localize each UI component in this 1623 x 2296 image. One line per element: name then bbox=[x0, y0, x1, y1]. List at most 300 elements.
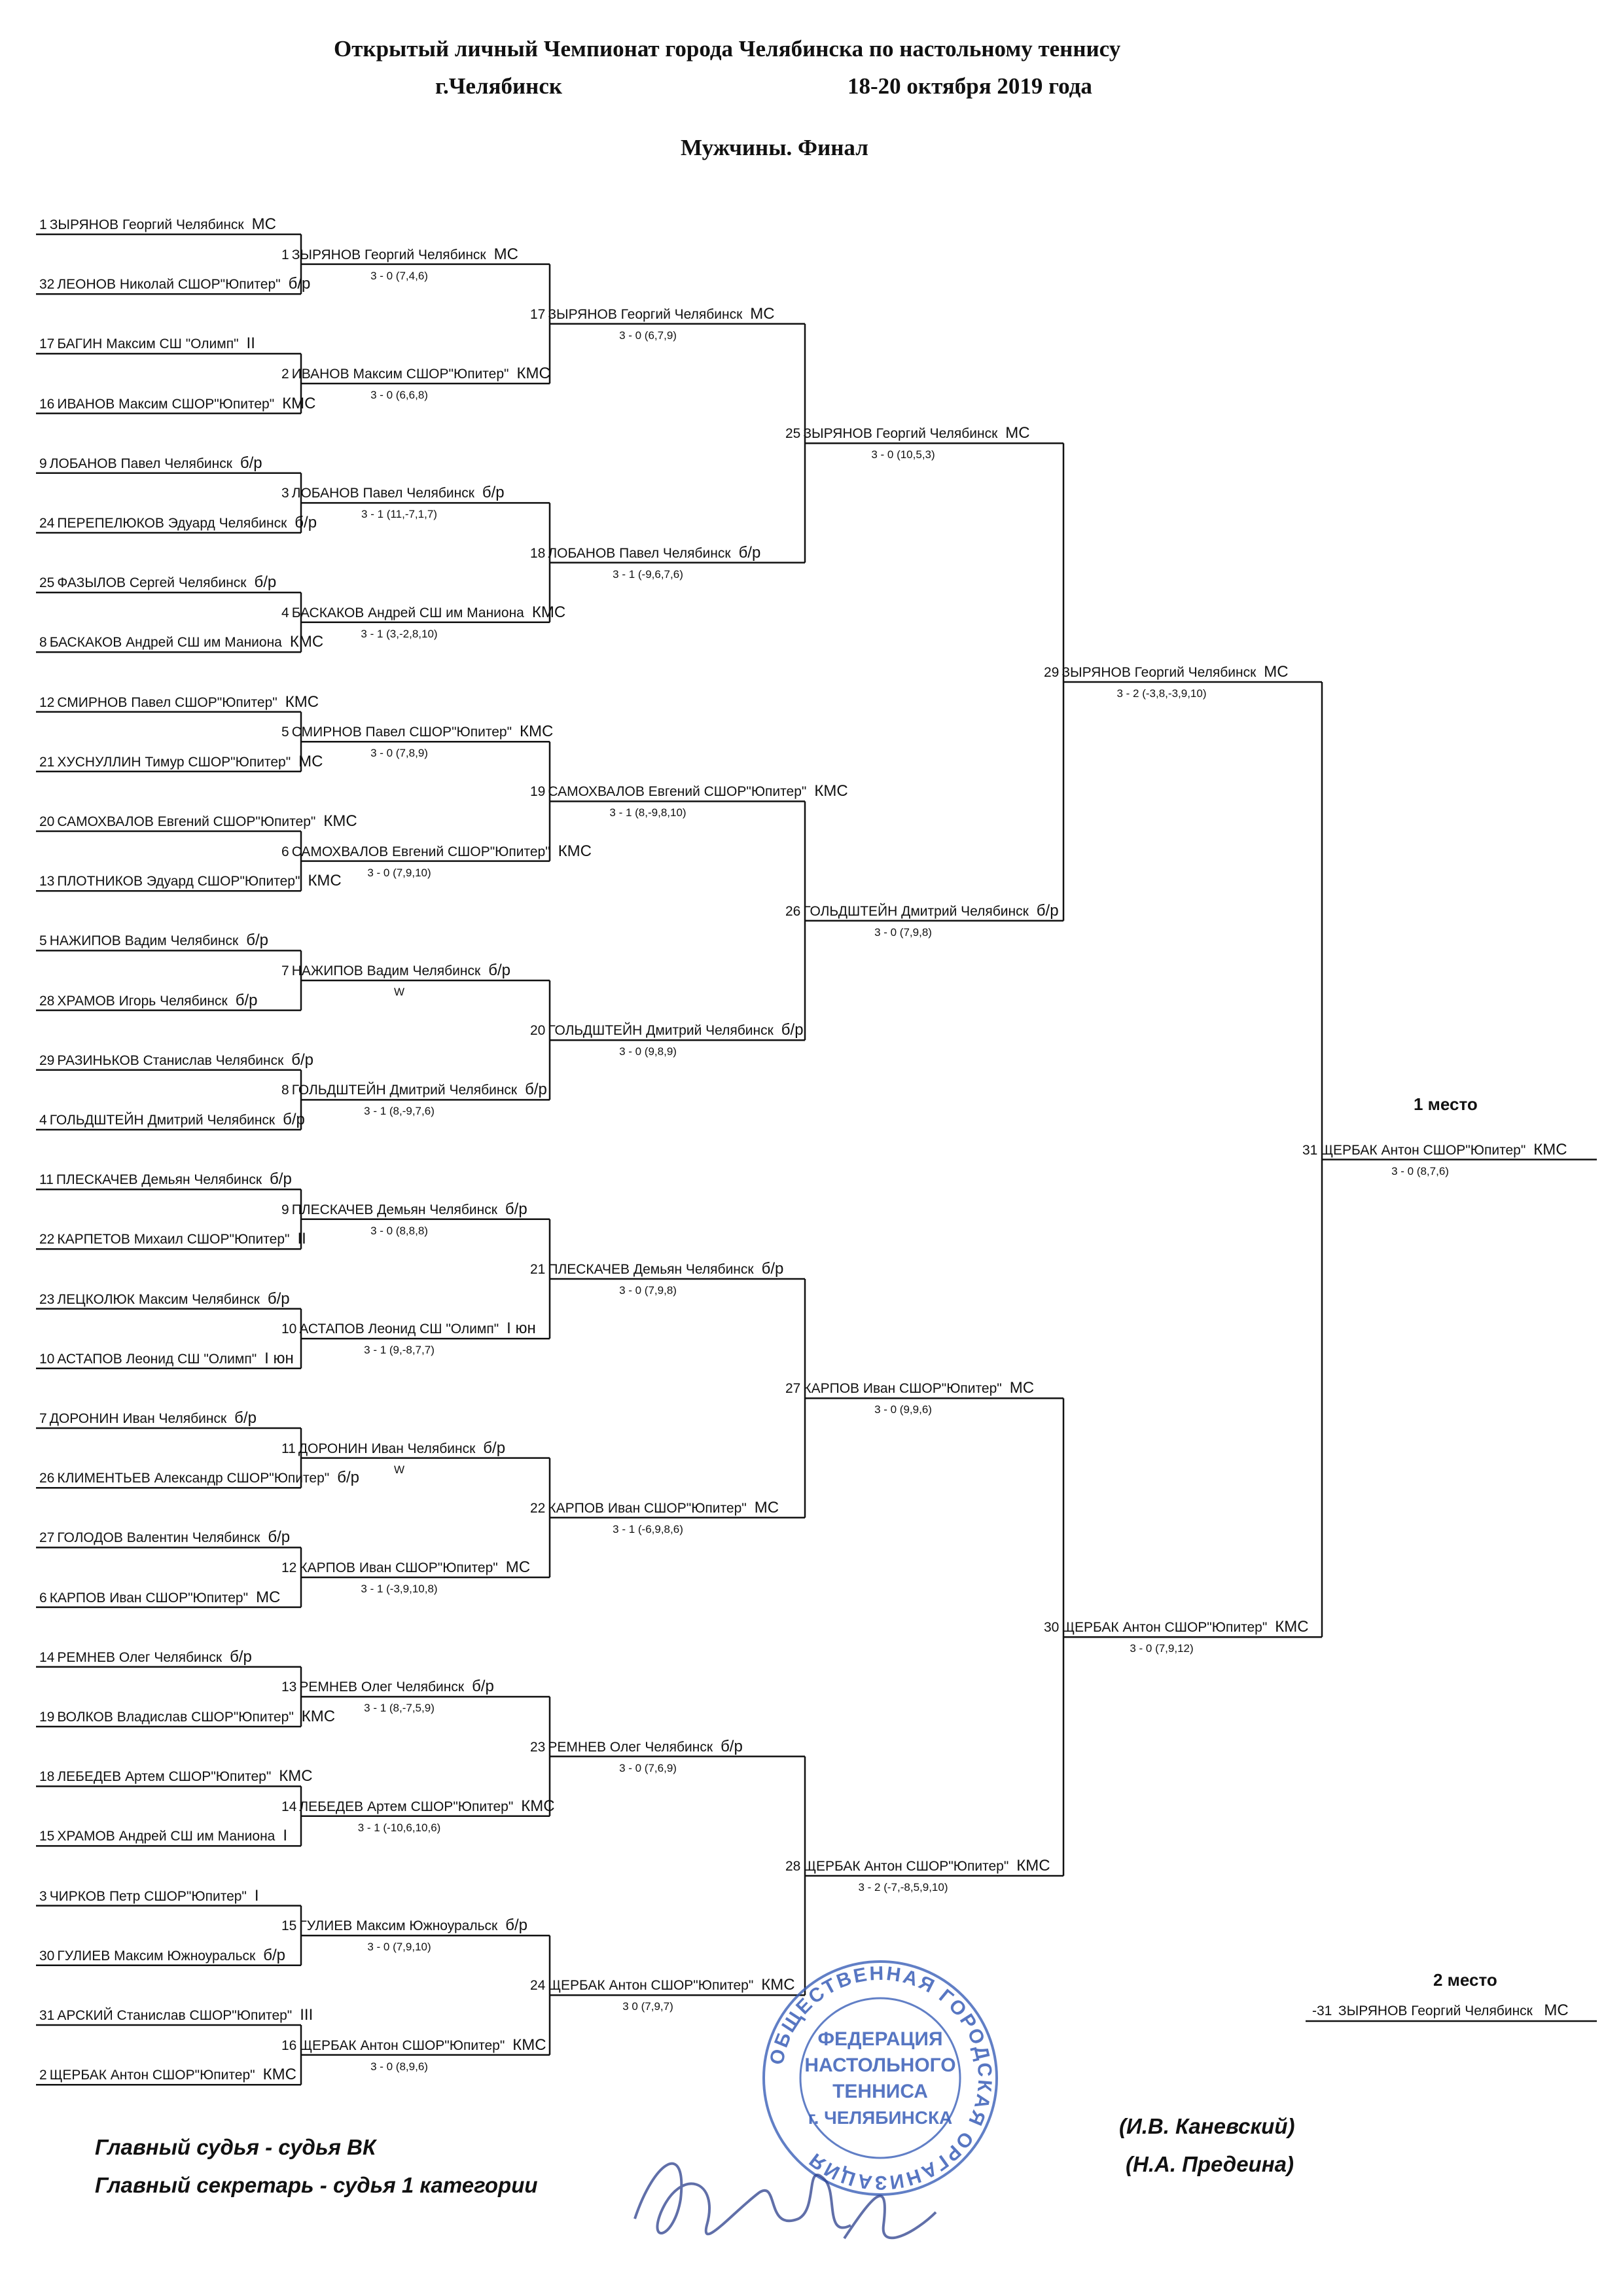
match-score: 3 - 1 (-3,9,10,8) bbox=[361, 1583, 438, 1595]
player-rank: КМС bbox=[279, 1767, 313, 1785]
match-score: 3 - 0 (7,9,10) bbox=[367, 866, 431, 879]
match-winner-entry bbox=[281, 1321, 536, 1337]
player-rank: МС bbox=[1005, 424, 1030, 442]
match-winner-entry bbox=[785, 1380, 1034, 1397]
seed-number: 22 bbox=[39, 1232, 55, 1247]
player-name: ЩЕРБАК Антон СШОР"Юпитер" bbox=[548, 1978, 754, 1994]
second-place-entry bbox=[1312, 2003, 1569, 2019]
match-score: 3 - 0 (9,9,6) bbox=[874, 1403, 932, 1416]
player-rank: КМС bbox=[1016, 1857, 1050, 1874]
player-rank: б/р bbox=[1036, 901, 1059, 920]
round1-entry bbox=[39, 1828, 287, 1844]
player-name: ЛЕОНОВ Николай СШОР"Юпитер" bbox=[57, 277, 281, 293]
round1-entry bbox=[39, 336, 255, 352]
round1-entry bbox=[39, 1649, 252, 1666]
player-rank: КМС bbox=[301, 1708, 336, 1725]
seed-number: 17 bbox=[530, 306, 546, 322]
player-name: ПЕРЕПЕЛЮКОВ Эдуард Челябинск bbox=[57, 516, 287, 531]
player-name: ЛЕЦКОЛЮК Максим Челябинск bbox=[57, 1291, 260, 1307]
match-score: 3 - 0 (7,9,8) bbox=[874, 925, 932, 939]
seed-number: 8 bbox=[39, 635, 47, 651]
player-name: ДОРОНИН Иван Челябинск bbox=[49, 1411, 227, 1426]
player-rank: б/р bbox=[472, 1677, 494, 1696]
match-score: 3 - 1 (8,-9,7,6) bbox=[364, 1105, 435, 1118]
player-name: БАГИН Максим СШ "Олимп" bbox=[57, 336, 239, 352]
player-name: СМИРНОВ Павел СШОР"Юпитер" bbox=[291, 725, 512, 740]
round1-entry bbox=[39, 1888, 259, 1905]
player-name: ЛОБАНОВ Павел Челябинск bbox=[291, 486, 474, 501]
seed-number: 27 bbox=[39, 1530, 55, 1546]
player-name: КАРПЕТОВ Михаил СШОР"Юпитер" bbox=[57, 1232, 290, 1247]
seed-number: 2 bbox=[281, 367, 289, 382]
match-score: 3 - 1 (3,-2,8,10) bbox=[361, 627, 438, 640]
match-winner-entry bbox=[530, 783, 848, 800]
match-winner-entry bbox=[530, 1739, 743, 1755]
match-winner-entry bbox=[281, 724, 553, 740]
seed-number: 31 bbox=[1302, 1142, 1318, 1158]
player-rank: б/р bbox=[254, 573, 277, 592]
player-name: ХРАМОВ Игорь Челябинск bbox=[57, 993, 228, 1009]
match-score: 3 - 1 (8,-9,8,10) bbox=[609, 806, 687, 819]
player-rank: б/р bbox=[738, 543, 761, 562]
match-winner-entry bbox=[281, 485, 505, 501]
player-name: ПЛЕСКАЧЕВ Демьян Челябинск bbox=[291, 1202, 497, 1217]
round1-entry bbox=[39, 933, 268, 949]
player-name: ЛОБАНОВ Павел Челябинск bbox=[548, 545, 731, 561]
judge-name: (И.В. Каневский) bbox=[1119, 2114, 1295, 2138]
match-score: 3 - 0 (10,5,3) bbox=[871, 448, 935, 461]
round1-entry bbox=[39, 634, 323, 651]
tournament-dates: 18-20 октября 2019 года bbox=[847, 73, 1092, 99]
seed-number: 9 bbox=[281, 1202, 289, 1217]
seed-number: 26 bbox=[39, 1471, 55, 1486]
seed-number: 29 bbox=[1044, 665, 1060, 680]
round1-entry bbox=[39, 1112, 305, 1128]
player-name: ЛОБАНОВ Павел Челябинск bbox=[49, 456, 232, 471]
player-rank: II bbox=[246, 334, 255, 353]
seed-number: 31 bbox=[39, 2008, 55, 2023]
match-winner-entry bbox=[281, 1202, 527, 1218]
player-name: НАЖИПОВ Вадим Челябинск bbox=[291, 963, 481, 978]
seed-number: 13 bbox=[39, 874, 55, 889]
player-name: СМИРНОВ Павел СШОР"Юпитер" bbox=[57, 694, 277, 710]
player-rank: б/р bbox=[263, 1946, 286, 1964]
player-rank: III bbox=[300, 2006, 313, 2024]
player-rank: б/р bbox=[294, 514, 317, 531]
match-winner-entry bbox=[1302, 1142, 1567, 1158]
player-rank: КМС bbox=[521, 1797, 555, 1815]
match-winner-entry bbox=[530, 1500, 779, 1516]
match-winner-entry bbox=[281, 1918, 527, 1934]
second-place-name: ЗЫРЯНОВ Георгий Челябинск bbox=[1338, 2003, 1533, 2018]
match-winner-entry bbox=[1044, 664, 1289, 681]
match-winner-entry bbox=[530, 1977, 795, 1994]
match-score: 3 - 1 (8,-7,5,9) bbox=[364, 1702, 435, 1715]
stamp-line-3: ТЕННИСА bbox=[832, 2081, 928, 2102]
player-name: ЗЫРЯНОВ Георгий Челябинск bbox=[291, 247, 486, 262]
player-rank: МС bbox=[1264, 663, 1289, 681]
player-rank: б/р bbox=[761, 1260, 784, 1278]
seed-number: 11 bbox=[281, 1441, 296, 1456]
player-name: ЗЫРЯНОВ Георгий Челябинск bbox=[1061, 665, 1257, 680]
player-name: ХУСНУЛЛИН Тимур СШОР"Юпитер" bbox=[57, 754, 291, 770]
seed-number: 32 bbox=[39, 277, 55, 293]
player-name: ЩЕРБАК Антон СШОР"Юпитер" bbox=[1320, 1142, 1526, 1158]
seed-number: 14 bbox=[281, 1799, 297, 1814]
match-winner-entry bbox=[530, 545, 760, 562]
seed-number: 23 bbox=[39, 1291, 55, 1307]
seed-number: 21 bbox=[39, 754, 55, 770]
match-winner-entry bbox=[281, 247, 518, 263]
round1-entry bbox=[39, 1291, 290, 1308]
seed-number: 30 bbox=[1044, 1620, 1060, 1636]
seed-number: 17 bbox=[39, 336, 55, 352]
player-rank: б/р bbox=[483, 1439, 506, 1457]
player-name: БАСКАКОВ Андрей СШ им Маниона bbox=[49, 635, 282, 651]
round1-entry bbox=[39, 1172, 292, 1188]
player-name: ЗЫРЯНОВ Георгий Челябинск bbox=[803, 426, 998, 442]
signature bbox=[609, 2081, 975, 2278]
seed-number: 18 bbox=[530, 545, 546, 561]
match-winner-entry bbox=[785, 1858, 1050, 1874]
round1-entry bbox=[39, 1709, 335, 1725]
match-score: 3 - 0 (6,6,8) bbox=[370, 389, 428, 401]
player-name: РЕМНЕВ Олег Челябинск bbox=[57, 1649, 223, 1665]
seed-number: 10 bbox=[281, 1321, 297, 1337]
player-name: НАЖИПОВ Вадим Челябинск bbox=[49, 933, 239, 949]
player-rank: II bbox=[297, 1230, 306, 1248]
seed-number: 7 bbox=[281, 963, 289, 978]
player-name: КАРПОВ Иван СШОР"Юпитер" bbox=[49, 1590, 249, 1605]
player-rank: б/р bbox=[505, 1200, 527, 1218]
player-rank: б/р bbox=[488, 961, 510, 979]
match-winner-entry bbox=[281, 963, 510, 979]
player-rank: б/р bbox=[246, 931, 268, 950]
player-rank: б/р bbox=[288, 275, 311, 293]
match-winner-entry bbox=[530, 1022, 804, 1039]
player-name: САМОХВАЛОВ Евгений СШОР"Юпитер" bbox=[57, 814, 316, 829]
match-score: 3 - 1 (9,-8,7,7) bbox=[364, 1344, 435, 1357]
match-score: 3 - 0 (9,8,9) bbox=[619, 1045, 677, 1058]
player-rank: МС bbox=[505, 1558, 531, 1576]
match-score: 3 - 2 (-7,-8,5,9,10) bbox=[858, 1881, 948, 1893]
match-score: 3 - 0 (8,9,6) bbox=[370, 2060, 428, 2073]
player-name: КЛИМЕНТЬЕВ Александр СШОР"Юпитер" bbox=[57, 1471, 330, 1486]
seed-number: 5 bbox=[39, 933, 47, 949]
player-name: ВОЛКОВ Владислав СШОР"Юпитер" bbox=[57, 1710, 294, 1725]
match-score: W bbox=[393, 986, 405, 998]
seed-number: 2 bbox=[39, 2068, 47, 2083]
seed-number: 28 bbox=[785, 1859, 801, 1874]
player-rank: I юн bbox=[507, 1319, 536, 1338]
player-rank: б/р bbox=[235, 991, 258, 1009]
round1-entry bbox=[39, 515, 317, 531]
player-rank: КМС bbox=[516, 365, 550, 382]
seed-number: 13 bbox=[281, 1679, 297, 1695]
player-name: АСТАПОВ Леонид СШ "Олимп" bbox=[57, 1351, 257, 1367]
match-winner-entry bbox=[530, 1261, 783, 1278]
player-rank: МС bbox=[493, 245, 518, 263]
seed-number: 3 bbox=[39, 1888, 47, 1904]
match-score: 3 - 0 (7,9,12) bbox=[1130, 1642, 1194, 1655]
player-rank: I юн bbox=[264, 1349, 294, 1367]
round1-entry bbox=[39, 1530, 290, 1546]
player-rank: б/р bbox=[234, 1409, 257, 1427]
player-rank: КМС bbox=[558, 842, 592, 860]
match-winner-entry bbox=[785, 425, 1030, 442]
player-name: БАСКАКОВ Андрей СШ им Маниона bbox=[291, 605, 524, 620]
player-name: ЧИРКОВ Петр СШОР"Юпитер" bbox=[49, 1888, 247, 1904]
player-name: ИВАНОВ Максим СШОР"Юпитер" bbox=[57, 396, 275, 412]
player-rank: МС bbox=[1009, 1379, 1035, 1397]
player-name: ЗЫРЯНОВ Георгий Челябинск bbox=[49, 217, 244, 232]
round1-entry bbox=[39, 396, 315, 412]
player-rank: б/р bbox=[525, 1081, 547, 1099]
match-score: 3 - 0 (8,7,6) bbox=[1391, 1164, 1449, 1177]
match-winner-entry bbox=[281, 1679, 494, 1695]
seed-number: 16 bbox=[281, 2037, 297, 2053]
seed-number: 15 bbox=[39, 1829, 55, 1844]
player-rank: КМС bbox=[1533, 1140, 1567, 1158]
round1-entry bbox=[39, 1948, 285, 1964]
match-score: 3 - 2 (-3,8,-3,9,10) bbox=[1116, 687, 1207, 700]
match-score: 3 - 0 (8,8,8) bbox=[370, 1224, 428, 1237]
player-name: ЛЕБЕДЕВ Артем СШОР"Юпитер" bbox=[57, 1769, 272, 1785]
match-score: 3 - 0 (7,8,9) bbox=[370, 747, 428, 760]
player-name: КАРПОВ Иван СШОР"Юпитер" bbox=[548, 1500, 747, 1516]
seed-number: 18 bbox=[39, 1769, 55, 1785]
player-rank: МС bbox=[754, 1498, 779, 1516]
round1-entry bbox=[39, 1052, 313, 1069]
player-rank: б/р bbox=[267, 1289, 290, 1308]
player-rank: б/р bbox=[270, 1170, 292, 1189]
round1-entry bbox=[39, 456, 262, 472]
match-score: 3 - 1 (-10,6,10,6) bbox=[357, 1821, 441, 1834]
player-rank: I bbox=[254, 1886, 259, 1905]
seed-number: 1 bbox=[281, 247, 289, 262]
player-rank: МС bbox=[298, 752, 323, 770]
seed-number: 24 bbox=[39, 516, 55, 531]
secretary-name: (Н.А. Предеина) bbox=[1126, 2152, 1294, 2176]
player-name: ПЛОТНИКОВ Эдуард СШОР"Юпитер" bbox=[57, 874, 300, 889]
seed-number: 27 bbox=[785, 1381, 801, 1397]
seed-number: 15 bbox=[281, 1918, 297, 1934]
round1-entry bbox=[39, 1231, 306, 1247]
match-winner-entry bbox=[530, 306, 775, 323]
round1-entry bbox=[39, 814, 357, 830]
round1-entry bbox=[39, 873, 342, 889]
player-name: АСТАПОВ Леонид СШ "Олимп" bbox=[299, 1321, 499, 1337]
second-place-rank: МС bbox=[1544, 2001, 1569, 2019]
player-name: АРСКИЙ Станислав СШОР"Юпитер" bbox=[57, 2008, 293, 2023]
player-name: ГОЛЬДШТЕЙН Дмитрий Челябинск bbox=[291, 1083, 518, 1098]
seed-number: 30 bbox=[39, 1948, 55, 1964]
player-name: ПЛЕСКАЧЕВ Демьян Челябинск bbox=[56, 1172, 262, 1188]
match-score: 3 - 0 (7,9,8) bbox=[619, 1284, 677, 1297]
seed-number: 5 bbox=[281, 725, 289, 740]
judge-title: Главный судья - судья ВК bbox=[95, 2135, 376, 2159]
round1-entry bbox=[39, 217, 276, 233]
seed-number: 29 bbox=[39, 1052, 55, 1068]
player-name: ЩЕРБАК Антон СШОР"Юпитер" bbox=[1061, 1620, 1268, 1636]
player-rank: КМС bbox=[308, 872, 342, 890]
player-rank: б/р bbox=[721, 1737, 743, 1755]
match-score: 3 - 0 (7,9,10) bbox=[367, 1941, 431, 1954]
player-name: ФАЗЫЛОВ Сергей Челябинск bbox=[57, 575, 247, 591]
match-score: 3 - 0 (7,4,6) bbox=[370, 269, 428, 282]
player-rank: КМС bbox=[282, 394, 316, 412]
seed-number: 20 bbox=[39, 814, 55, 829]
stamp-line-2: НАСТОЛЬНОГО bbox=[804, 2054, 956, 2076]
player-rank: б/р bbox=[230, 1647, 252, 1666]
match-score: W bbox=[393, 1463, 405, 1476]
player-rank: I bbox=[283, 1827, 288, 1845]
player-name: САМОХВАЛОВ Евгений СШОР"Юпитер" bbox=[548, 784, 807, 800]
player-rank: б/р bbox=[482, 484, 505, 502]
stamp-line-1: ФЕДЕРАЦИЯ bbox=[817, 2028, 943, 2050]
player-rank: МС bbox=[750, 304, 775, 323]
round1-entry bbox=[39, 1590, 280, 1606]
player-name: ЩЕРБАК Антон СШОР"Юпитер" bbox=[49, 2068, 255, 2083]
player-name: ДОРОНИН Иван Челябинск bbox=[298, 1441, 476, 1456]
player-name: ЗЫРЯНОВ Георгий Челябинск bbox=[548, 306, 743, 322]
stamp-outer-text: ОБЩЕСТВЕННАЯ ГОРОДСКАЯ ОРГАНИЗАЦИЯ bbox=[766, 1962, 996, 2194]
second-place-label: 2 место bbox=[1433, 1970, 1497, 1990]
player-rank: КМС bbox=[289, 633, 324, 651]
seed-number: 9 bbox=[39, 456, 47, 471]
player-rank: КМС bbox=[520, 723, 554, 741]
match-score: 3 - 0 (7,6,9) bbox=[619, 1761, 677, 1774]
player-name: КАРПОВ Иван СШОР"Юпитер" bbox=[299, 1560, 498, 1575]
player-rank: КМС bbox=[323, 812, 357, 830]
player-rank: б/р bbox=[781, 1021, 804, 1039]
player-rank: КМС bbox=[761, 1976, 795, 1994]
seed-number: 3 bbox=[281, 486, 289, 501]
seed-number: 7 bbox=[39, 1411, 47, 1426]
player-rank: б/р bbox=[505, 1916, 528, 1935]
round1-entry bbox=[39, 1351, 294, 1367]
seed-number: 12 bbox=[281, 1560, 297, 1575]
match-score: 3 - 1 (-6,9,8,6) bbox=[613, 1522, 683, 1535]
seed-number: 8 bbox=[281, 1083, 289, 1098]
match-score: 3 0 (7,9,7) bbox=[622, 2000, 673, 2013]
player-name: КАРПОВ Иван СШОР"Юпитер" bbox=[803, 1381, 1002, 1397]
tournament-title: Открытый личный Чемпионат города Челябинска по настольному теннису bbox=[334, 36, 1121, 62]
match-winner-entry bbox=[785, 903, 1059, 920]
seed-number: 24 bbox=[530, 1978, 546, 1994]
seed-number: 12 bbox=[39, 694, 55, 710]
first-place-label: 1 место bbox=[1414, 1094, 1478, 1114]
player-name: САМОХВАЛОВ Евгений СШОР"Юпитер" bbox=[291, 844, 550, 859]
seed-number: 6 bbox=[39, 1590, 47, 1605]
seed-number: 1 bbox=[39, 217, 47, 232]
stamp-line-4: г. ЧЕЛЯБИНСКА bbox=[808, 2108, 953, 2128]
player-name: ГУЛИЕВ Максим Южноуральск bbox=[57, 1948, 256, 1964]
seed-number: 19 bbox=[530, 784, 546, 800]
seed-number: 23 bbox=[530, 1739, 546, 1755]
round1-entry bbox=[39, 1410, 257, 1427]
player-name: ГОЛЬДШТЕЙН Дмитрий Челябинск bbox=[548, 1023, 774, 1039]
player-rank: КМС bbox=[262, 2066, 296, 2084]
match-score: 3 - 1 (-9,6,7,6) bbox=[613, 567, 683, 581]
player-rank: б/р bbox=[291, 1050, 314, 1069]
secretary-title: Главный секретарь - судья 1 категории bbox=[95, 2173, 538, 2197]
match-score: 3 - 0 (6,7,9) bbox=[619, 329, 677, 342]
second-place-match: -31 bbox=[1312, 2003, 1332, 2018]
round1-entry bbox=[39, 2067, 296, 2083]
seed-number: 10 bbox=[39, 1351, 55, 1367]
match-winner-entry bbox=[281, 2037, 546, 2054]
player-rank: КМС bbox=[1275, 1618, 1309, 1636]
player-name: ГОЛЬДШТЕЙН Дмитрий Челябинск bbox=[803, 903, 1029, 919]
seed-number: 26 bbox=[785, 903, 801, 919]
match-winner-entry bbox=[281, 366, 550, 382]
player-name: ХРАМОВ Андрей СШ им Маниона bbox=[57, 1829, 276, 1844]
seed-number: 11 bbox=[39, 1172, 54, 1188]
seed-number: 16 bbox=[39, 396, 55, 412]
match-winner-entry bbox=[1044, 1619, 1309, 1636]
player-name: ГОЛЬДШТЕЙН Дмитрий Челябинск bbox=[49, 1113, 276, 1128]
seed-number: 21 bbox=[530, 1262, 546, 1277]
seed-number: 6 bbox=[281, 844, 289, 859]
player-name: ПЛЕСКАЧЕВ Демьян Челябинск bbox=[548, 1262, 754, 1277]
round1-entry bbox=[39, 575, 276, 591]
player-rank: КМС bbox=[531, 603, 566, 621]
player-rank: КМС bbox=[814, 782, 848, 800]
match-winner-entry bbox=[281, 844, 592, 860]
tournament-city: г.Челябинск bbox=[435, 73, 563, 99]
seed-number: 25 bbox=[39, 575, 55, 591]
player-name: ЩЕРБАК Антон СШОР"Юпитер" bbox=[299, 2037, 505, 2053]
player-name: ГОЛОДОВ Валентин Челябинск bbox=[57, 1530, 260, 1546]
seed-number: 14 bbox=[39, 1649, 55, 1665]
round1-entry bbox=[39, 276, 310, 293]
seed-number: 22 bbox=[530, 1500, 546, 1516]
player-rank: б/р bbox=[337, 1469, 359, 1487]
seed-number: 20 bbox=[530, 1023, 546, 1039]
player-rank: МС bbox=[256, 1588, 281, 1606]
tournament-subtitle: Мужчины. Финал bbox=[681, 135, 868, 160]
seed-number: 4 bbox=[39, 1113, 47, 1128]
player-name: ЛЕБЕДЕВ Артем СШОР"Юпитер" bbox=[299, 1799, 514, 1814]
match-winner-entry bbox=[281, 1082, 547, 1098]
player-rank: б/р bbox=[240, 454, 262, 472]
round1-entry bbox=[39, 993, 257, 1009]
player-rank: б/р bbox=[268, 1528, 291, 1547]
match-winner-entry bbox=[281, 1560, 530, 1576]
match-winner-entry bbox=[281, 605, 565, 621]
match-winner-entry bbox=[281, 1799, 555, 1815]
player-name: ИВАНОВ Максим СШОР"Юпитер" bbox=[291, 367, 509, 382]
player-name: ЩЕРБАК Антон СШОР"Юпитер" bbox=[803, 1859, 1009, 1874]
seed-number: 19 bbox=[39, 1710, 55, 1725]
player-rank: КМС bbox=[512, 2036, 546, 2054]
round1-entry bbox=[39, 2007, 313, 2024]
seed-number: 25 bbox=[785, 426, 801, 442]
player-rank: б/р bbox=[283, 1111, 305, 1128]
seed-number: 4 bbox=[281, 605, 289, 620]
player-rank: КМС bbox=[285, 692, 319, 711]
round1-entry bbox=[39, 754, 323, 770]
round1-entry bbox=[39, 1768, 313, 1785]
match-winner-entry bbox=[281, 1441, 505, 1457]
player-rank: МС bbox=[251, 215, 276, 233]
match-score: 3 - 1 (11,-7,1,7) bbox=[361, 508, 437, 521]
seed-number: 28 bbox=[39, 993, 55, 1009]
player-name: РАЗИНЬКОВ Станислав Челябинск bbox=[57, 1052, 284, 1068]
player-name: ГУЛИЕВ Максим Южноуральск bbox=[299, 1918, 498, 1934]
player-name: РЕМНЕВ Олег Челябинск bbox=[548, 1739, 713, 1755]
